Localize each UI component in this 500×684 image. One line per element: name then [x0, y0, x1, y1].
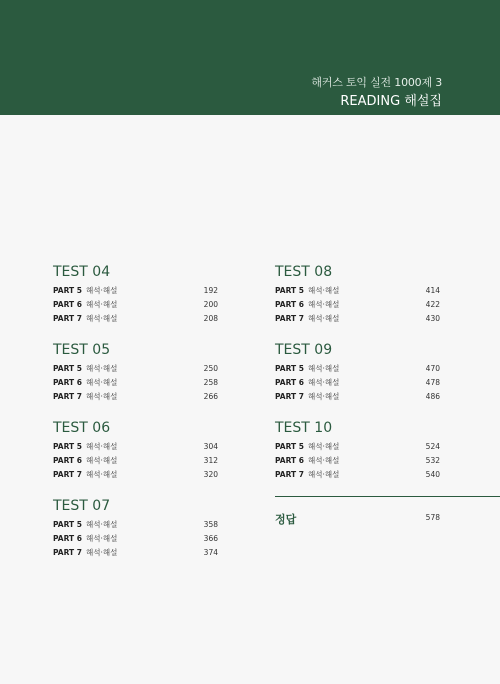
part-desc: 해석·해설	[86, 286, 118, 295]
answer-label: 정답	[275, 513, 297, 526]
part-desc: 해석·해설	[308, 314, 340, 323]
page-number: 258	[203, 378, 218, 387]
toc-row[interactable]	[53, 298, 218, 312]
toc-row[interactable]	[275, 362, 440, 376]
part-desc: 해석·해설	[86, 548, 118, 557]
toc-row[interactable]	[53, 312, 218, 326]
part-label: PART 6	[275, 378, 304, 387]
toc-row[interactable]	[275, 298, 440, 312]
toc-left-column	[53, 262, 218, 574]
test-title[interactable]: TEST 05	[53, 342, 111, 358]
part-desc: 해석·해설	[308, 470, 340, 479]
part-label: PART 5	[53, 442, 82, 451]
part-label: PART 6	[53, 300, 82, 309]
test-title[interactable]: TEST 09	[275, 342, 333, 358]
part-desc: 해석·해설	[308, 442, 340, 451]
part-desc: 해석·해설	[308, 392, 340, 401]
toc-row[interactable]	[275, 312, 440, 326]
page-number: 192	[203, 286, 218, 295]
page-number: 266	[203, 392, 218, 401]
part-label: PART 6	[53, 534, 82, 543]
book-title: 해커스 토익 실전 1000제 3	[311, 76, 442, 89]
toc-right-column	[275, 262, 500, 526]
page-number: 422	[425, 300, 440, 309]
toc-row[interactable]	[53, 390, 218, 404]
page-number: 208	[203, 314, 218, 323]
page-number: 200	[203, 300, 218, 309]
page-number: 578	[425, 513, 440, 522]
toc-row[interactable]	[53, 518, 218, 532]
part-label: PART 7	[53, 314, 82, 323]
part-label: PART 5	[53, 364, 82, 373]
toc-row[interactable]	[275, 468, 440, 482]
toc-test-09	[275, 340, 500, 404]
toc-test-06	[53, 418, 218, 482]
test-title[interactable]: TEST 04	[53, 264, 111, 280]
book-subtitle	[340, 90, 442, 109]
part-desc: 해석·해설	[86, 442, 118, 451]
part-desc: 해석·해설	[86, 534, 118, 543]
page-number: 486	[425, 392, 440, 401]
page-number: 524	[425, 442, 440, 451]
part-label: PART 7	[275, 314, 304, 323]
toc-row[interactable]	[275, 390, 440, 404]
page-number: 366	[203, 534, 218, 543]
part-desc: 해석·해설	[86, 470, 118, 479]
toc-row[interactable]	[275, 454, 440, 468]
toc-row[interactable]	[275, 440, 440, 454]
part-label: PART 5	[275, 286, 304, 295]
test-title[interactable]: TEST 06	[53, 420, 111, 436]
page-number: 478	[425, 378, 440, 387]
toc-row[interactable]	[53, 362, 218, 376]
page-number: 430	[425, 314, 440, 323]
part-desc: 해석·해설	[308, 364, 340, 373]
part-label: PART 7	[275, 470, 304, 479]
part-desc: 해석·해설	[86, 314, 118, 323]
part-label: PART 7	[53, 548, 82, 557]
toc-row[interactable]	[53, 284, 218, 298]
toc-test-10	[275, 418, 500, 482]
part-desc: 해석·해설	[86, 364, 118, 373]
page-number: 414	[425, 286, 440, 295]
page-number: 358	[203, 520, 218, 529]
part-label: PART 5	[275, 364, 304, 373]
page-number: 312	[203, 456, 218, 465]
part-desc: 해석·해설	[86, 520, 118, 529]
header-banner	[0, 0, 500, 115]
part-label: PART 7	[275, 392, 304, 401]
part-desc: 해석·해설	[86, 392, 118, 401]
part-desc: 해석·해설	[308, 286, 340, 295]
test-title[interactable]: TEST 07	[53, 498, 111, 514]
toc-row[interactable]	[53, 440, 218, 454]
toc-row[interactable]	[53, 532, 218, 546]
toc-row[interactable]	[53, 468, 218, 482]
toc-test-07	[53, 496, 218, 560]
subtitle-rest: 해설집	[400, 94, 442, 109]
toc-row[interactable]	[53, 546, 218, 560]
part-desc: 해석·해설	[308, 456, 340, 465]
divider-line	[275, 496, 500, 497]
part-label: PART 6	[53, 456, 82, 465]
part-desc: 해석·해설	[86, 300, 118, 309]
page-number: 470	[425, 364, 440, 373]
toc-row[interactable]	[53, 376, 218, 390]
test-title[interactable]: TEST 10	[275, 420, 333, 436]
part-label: PART 6	[275, 300, 304, 309]
page-number: 532	[425, 456, 440, 465]
part-desc: 해석·해설	[86, 456, 118, 465]
part-label: PART 7	[53, 470, 82, 479]
subtitle-reading: READING	[340, 94, 401, 109]
toc-row[interactable]	[53, 454, 218, 468]
part-desc: 해석·해설	[86, 378, 118, 387]
part-label: PART 5	[53, 520, 82, 529]
toc-answer-key[interactable]	[275, 510, 440, 526]
page-number: 320	[203, 470, 218, 479]
toc-row[interactable]	[275, 284, 440, 298]
page-number: 540	[425, 470, 440, 479]
toc-row[interactable]	[275, 376, 440, 390]
test-title[interactable]: TEST 08	[275, 264, 333, 280]
part-label: PART 7	[53, 392, 82, 401]
toc-test-08	[275, 262, 500, 326]
part-desc: 해석·해설	[308, 300, 340, 309]
page-number: 374	[203, 548, 218, 557]
page-number: 304	[203, 442, 218, 451]
page-number: 250	[203, 364, 218, 373]
part-label: PART 6	[53, 378, 82, 387]
part-label: PART 6	[275, 456, 304, 465]
toc-test-05	[53, 340, 218, 404]
part-desc: 해석·해설	[308, 378, 340, 387]
part-label: PART 5	[275, 442, 304, 451]
toc-test-04	[53, 262, 218, 326]
part-label: PART 5	[53, 286, 82, 295]
